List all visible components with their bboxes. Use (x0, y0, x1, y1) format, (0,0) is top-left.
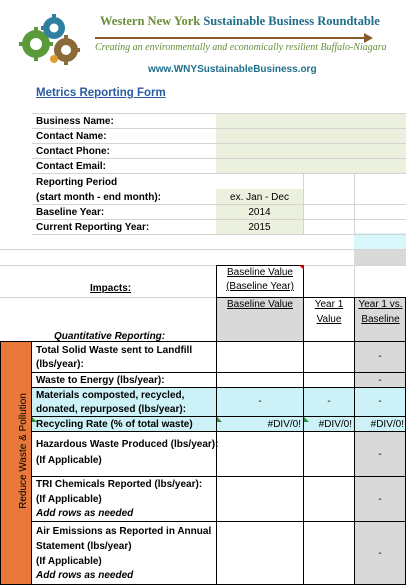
materials-label-2: donated, repurposed (lbs/year): (36, 404, 187, 415)
air-label-2: Statement (lbs/year) (36, 541, 132, 552)
form-title: Metrics Reporting Form (36, 87, 166, 99)
materials-year1: - (327, 396, 331, 407)
contact-phone-label: Contact Phone: (36, 146, 110, 157)
reporting-period-field[interactable]: ex. Jan - Dec (230, 192, 289, 203)
roundtable-logo (14, 10, 92, 70)
recycling-rate-year1: #DIV/0! (318, 419, 352, 430)
air-add-rows: Add rows as needed (36, 570, 134, 581)
tri-label-1: TRI Chemicals Reported (lbs/year): (36, 479, 203, 490)
wte-label: Waste to Energy (lbs/year): (36, 375, 165, 386)
air-label-3: (If Applicable) (36, 556, 102, 567)
quantitative-reporting-label: Quantitative Reporting: (54, 331, 166, 342)
materials-label-1: Materials composted, recycled, (36, 390, 185, 401)
recycling-rate-label: Recycling Rate (% of total waste) (36, 419, 193, 430)
recycling-rate-vs: #DIV/0! (370, 419, 404, 430)
col-vs-line2: Baseline (361, 314, 400, 325)
baseline-year-field[interactable]: 2014 (248, 207, 271, 218)
gray-cell (354, 249, 406, 265)
org-name: Western New York Sustainable Business Roundtable (100, 14, 380, 28)
materials-baseline: - (258, 396, 262, 407)
air-vs: - (378, 548, 382, 559)
business-name-label: Business Name: (36, 116, 114, 127)
wte-vs: - (378, 375, 382, 386)
tri-label-2: (If Applicable) (36, 494, 102, 505)
hazardous-vs: - (378, 449, 382, 460)
col-vs-line1: Year 1 vs. (358, 299, 403, 310)
tsw-label-1: Total Solid Waste sent to Landfill (36, 345, 193, 356)
cyan-cell (354, 233, 406, 249)
hazardous-label-2: (If Applicable) (36, 455, 102, 466)
contact-email-label: Contact Email: (36, 161, 107, 172)
tri-vs: - (378, 494, 382, 505)
tsw-label-2: (lbs/year): (36, 359, 84, 370)
baseline-header-line1: Baseline Value (227, 267, 293, 278)
baseline-header-line2: (Baseline Year) (226, 281, 294, 292)
recycling-rate-baseline: #DIV/0! (267, 419, 301, 430)
current-year-field[interactable]: 2015 (248, 222, 271, 233)
air-label-1: Air Emissions as Reported in Annual (36, 526, 212, 537)
org-tagline: Creating an environmentally and economically resilient Buffalo-Niagara (95, 42, 387, 53)
materials-vs: - (378, 396, 382, 407)
baseline-year-label: Baseline Year: (36, 207, 105, 218)
col-year1-line2: Value (316, 314, 342, 325)
reporting-period-sub: (start month - end month): (36, 192, 161, 203)
header-arrow-line (95, 37, 365, 39)
contact-name-label: Contact Name: (36, 131, 107, 142)
col-year1-line1: Year 1 (314, 299, 344, 310)
org-website: www.WNYSustainableBusiness.org (148, 64, 317, 75)
col-baseline-value: Baseline Value (227, 299, 293, 310)
impacts-label: Impacts: (90, 283, 132, 294)
category-label: Reduce Waste & Pollution (18, 393, 29, 509)
hazardous-label-1: Hazardous Waste Produced (lbs/year): (36, 439, 219, 450)
current-year-label: Current Reporting Year: (36, 222, 150, 233)
reporting-period-label: Reporting Period (36, 177, 118, 188)
tri-add-rows: Add rows as needed (36, 508, 134, 519)
tsw-vs: - (378, 351, 382, 362)
